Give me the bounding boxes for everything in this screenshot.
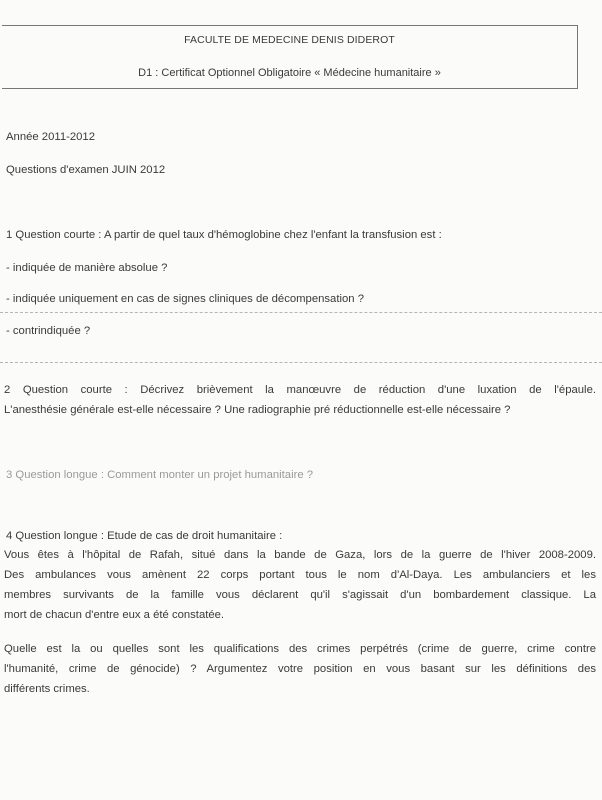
- q2-line: L'anesthésie générale est-elle nécessaire ? Une radiographie pré réductionnelle est-elle nécessaire ?: [4, 404, 511, 416]
- q3-text: 3 Question longue : Comment monter un projet humanitaire ?: [6, 469, 314, 481]
- q1-title: 1 Question courte : A partir de quel taux d'hémoglobine chez l'enfant la transfusion est :: [6, 229, 442, 241]
- q4-case-line: mort de chacun d'entre eux a été constatée.: [4, 609, 225, 621]
- q4-question-line: Quelle est la ou quelles sont les qualifications des crimes perpétrés (crime de guerre, crime contre: [4, 643, 596, 655]
- scan-artifact-line: [0, 362, 602, 363]
- q4-title: 4 Question longue : Etude de cas de droit humanitaire :: [6, 530, 283, 542]
- exam-session: Questions d'examen JUIN 2012: [6, 164, 166, 176]
- q1-option: - indiquée de manière absolue ?: [6, 262, 168, 274]
- q4-question-line: l'humanité, crime de génocide) ? Argumentez votre position en vous basant sur les définitions des: [4, 663, 596, 675]
- certificate-title: D1 : Certificat Optionnel Obligatoire « Médecine humanitaire »: [138, 67, 441, 79]
- q4-case-line: Vous êtes à l'hôpital de Rafah, situé dans la bande de Gaza, lors de la guerre de l'hiver 2008-2009.: [4, 549, 596, 561]
- academic-year: Année 2011-2012: [6, 131, 95, 143]
- header-box: [2, 25, 578, 89]
- q2-line: 2 Question courte : Décrivez brièvement la manœuvre de réduction d'une luxation de l'épaule.: [4, 384, 596, 396]
- q1-option: - contrindiquée ?: [6, 325, 91, 337]
- q4-case-line: membres survivants de la famille vous déclarent qu'il s'agissait d'un bombardement classique. La: [4, 589, 596, 601]
- q4-question-line: différents crimes.: [4, 683, 90, 695]
- faculty-name: FACULTE DE MEDECINE DENIS DIDEROT: [184, 34, 395, 46]
- q4-case-line: Des ambulances vous amènent 22 corps portant tous le nom d'Al-Daya. Les ambulanciers et les: [4, 569, 596, 581]
- scan-artifact-line: [0, 312, 602, 313]
- q1-option: - indiquée uniquement en cas de signes cliniques de décompensation ?: [6, 293, 364, 305]
